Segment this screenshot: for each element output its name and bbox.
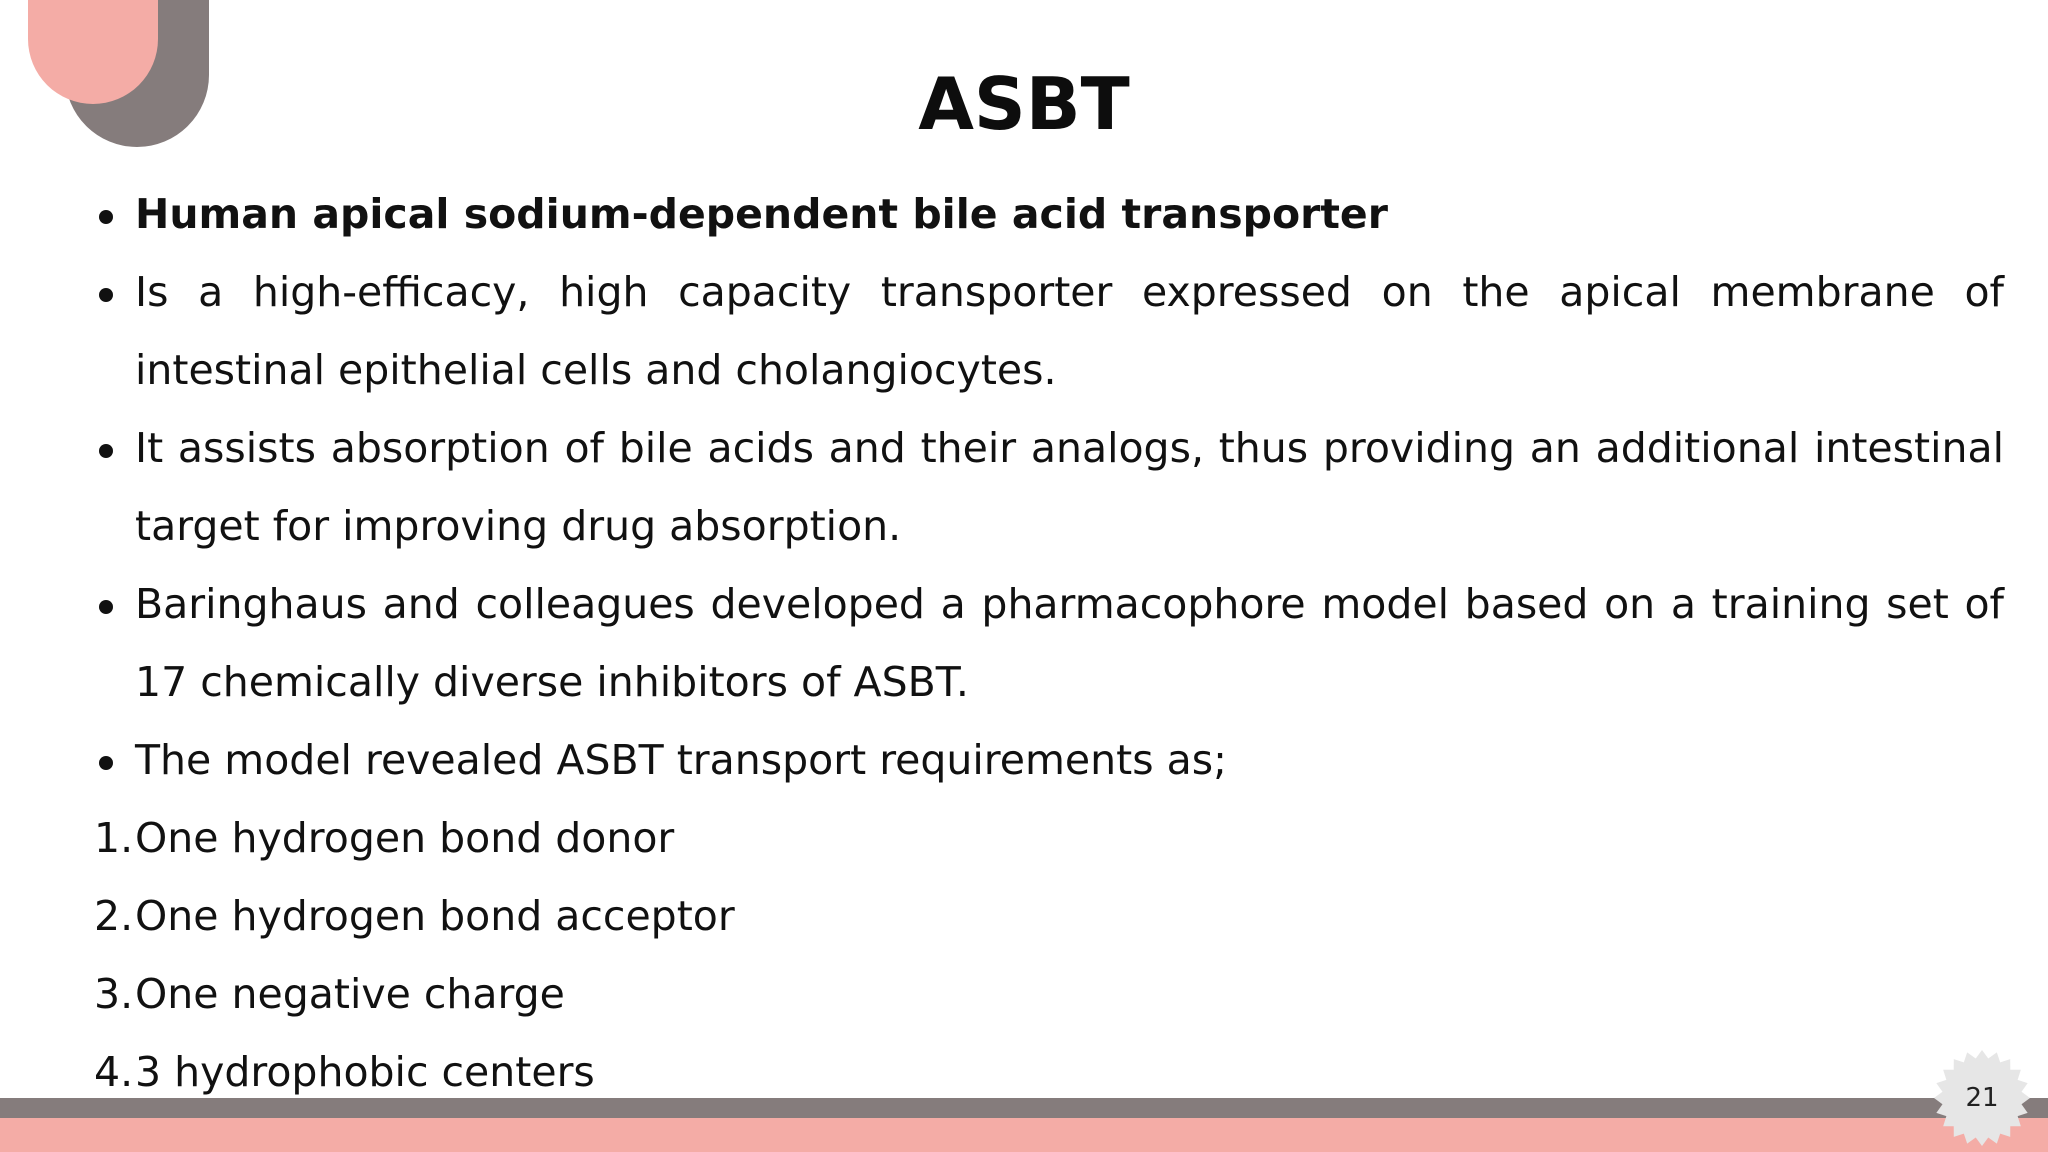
bullet-text: The model revealed ASBT transport requirements as;: [135, 736, 1227, 784]
bullet-dot-icon: [99, 210, 113, 224]
bullet-item: [94, 409, 2004, 565]
list-number: 1.: [94, 814, 134, 862]
numbered-item: [94, 955, 2004, 1033]
bullet-marker: [94, 409, 135, 487]
numbered-item: [94, 877, 2004, 955]
numbered-text: One hydrogen bond donor: [135, 814, 675, 862]
list-number: 4.: [94, 1048, 134, 1096]
list-number: 3.: [94, 970, 134, 1018]
bullet-text: Is a high-efficacy, high capacity transporter expressed on the apical membrane of intestinal epithelial cells and cholangiocytes.: [135, 268, 2004, 394]
footer-bar-gray: [0, 1098, 2048, 1118]
bullet-dot-icon: [99, 756, 113, 770]
numbered-text: One hydrogen bond acceptor: [135, 892, 735, 940]
bullet-item: [94, 253, 2004, 409]
page-number: 21: [1965, 1083, 1999, 1113]
bullet-item: [94, 565, 2004, 721]
bullet-item: [94, 175, 2004, 253]
slide-body: [94, 175, 2004, 1111]
bullet-marker: [94, 721, 135, 799]
bullet-dot-icon: [99, 288, 113, 302]
bullet-item: [94, 721, 2004, 799]
bullet-marker: [94, 253, 135, 331]
bullet-marker: [94, 175, 135, 253]
bullet-dot-icon: [99, 444, 113, 458]
numbered-text: One negative charge: [135, 970, 565, 1018]
numbered-item: [94, 799, 2004, 877]
bullet-marker: [94, 565, 135, 643]
bullet-text: It assists absorption of bile acids and their analogs, thus providing an additional intestinal target for improving drug absorption.: [135, 424, 2004, 550]
footer-bar-pink: [0, 1118, 2048, 1152]
bullet-text: Baringhaus and colleagues developed a pharmacophore model based on a training set of 17 chemically diverse inhibitors of ASBT.: [135, 580, 2004, 706]
bullet-text: Human apical sodium-dependent bile acid transporter: [135, 190, 1388, 238]
numbered-text: 3 hydrophobic centers: [135, 1048, 595, 1096]
bullet-dot-icon: [99, 600, 113, 614]
slide-title: ASBT: [918, 62, 1130, 146]
list-number: 2.: [94, 892, 134, 940]
page-number-badge: [1932, 1048, 2032, 1148]
